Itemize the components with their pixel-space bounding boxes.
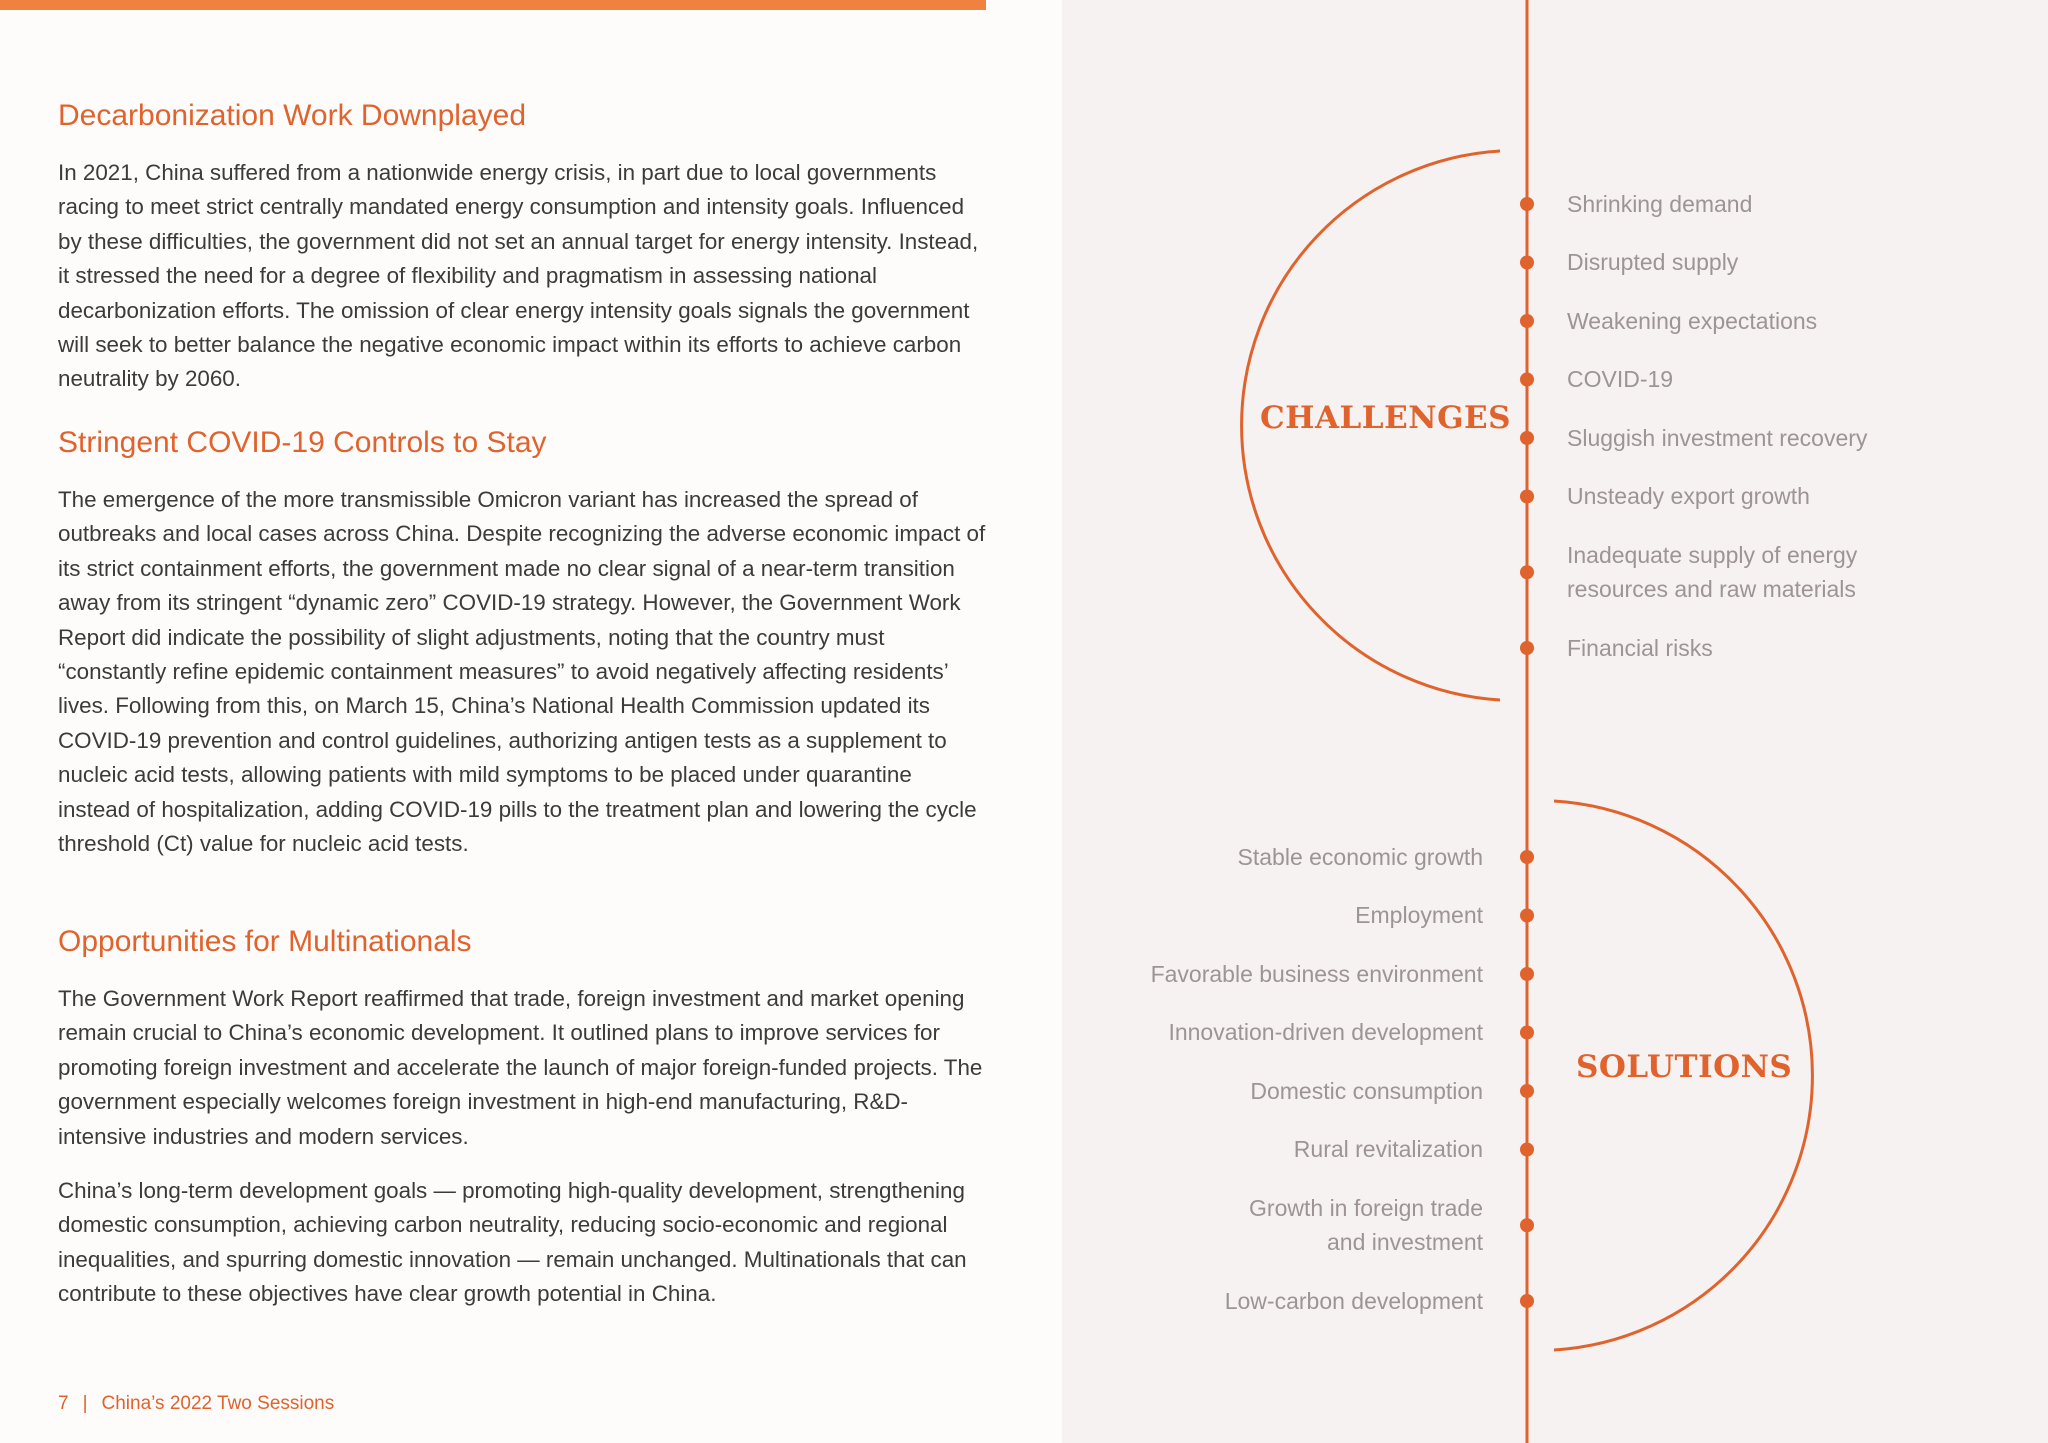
solution-item: Rural revitalization: [1293, 1136, 1483, 1163]
challenge-item: Inadequate supply of energy resources and raw materials: [1567, 541, 1858, 603]
section-paragraph-opportunities-2: China’s long-term development goals — promoting high-quality development, strengthening domestic consumption, achieving carbon neutrality, reducing socio-economic and regional inequalities, and spurring domestic innovation — remain unchanged. Multinationals that can contribute to these objectives have clear growth potential in China.: [58, 1178, 967, 1307]
challenges-label: CHALLENGES: [1260, 400, 1512, 436]
section-paragraph-covid-controls: The emergence of the more transmissible Omicron variant has increased the spread of outbreaks and local cases across China. Despite recognizing the adverse economic impact of its strict containment efforts, the government made no clear signal of a near-term transition away from its stringent “dynamic zero” COVID-19 strategy. However, the Government Work Report did indicate the possibility of slight adjustments, noting that the country must “constantly refine epidemic containment measures” to avoid negatively affecting residents’ lives. Following from this, on March 15, China’s National Health Commission updated its COVID-19 prevention and control guidelines, authorizing antigen tests as a supplement to nucleic acid tests, allowing patients with mild symptoms to be placed under quarantine instead of hospitalization, adding COVID-19 pills to the treatment plan and lowering the cycle threshold (Ct) value for nucleic acid tests.: [58, 487, 986, 857]
challenges-solutions-diagram: [1062, 0, 2048, 1443]
section-paragraph-opportunities-1: The Government Work Report reaffirmed that trade, foreign investment and market opening remain crucial to China’s economic development. It outlined plans to improve services for promoting foreign investment and accelerate the launch of major foreign-funded projects. The government especially welcomes foreign investment in high-end manufacturing, R&D-intensive industries and modern services.: [58, 986, 983, 1149]
solution-dot: [1520, 967, 1534, 981]
challenge-item: Unsteady export growth: [1567, 483, 1810, 510]
challenge-dot: [1520, 565, 1534, 579]
solution-item: Low-carbon development: [1224, 1287, 1483, 1314]
challenge-item: Disrupted supply: [1567, 249, 1739, 276]
section-heading-decarbonization: Decarbonization Work Downplayed: [58, 99, 527, 132]
challenge-item: Weakening expectations: [1567, 307, 1818, 334]
section-paragraph-decarbonization: In 2021, China suffered from a nationwide energy crisis, in part due to local governments racing to meet strict centrally mandated energy consumption and intensity goals. Influenced by these difficulties, the government did not set an annual target for energy intensity. Instead, it stressed the need for a degree of flexibility and pragmatism in assessing national decarbonization efforts. The omission of clear energy intensity goals signals the government will seek to better balance the negative economic impact within its efforts to achieve carbon neutrality by 2060.: [58, 160, 979, 392]
solution-dot: [1520, 1084, 1534, 1098]
section-heading-opportunities: Opportunities for Multinationals: [58, 925, 472, 958]
challenge-dot: [1520, 431, 1534, 445]
footer-separator: |: [82, 1393, 88, 1414]
solution-dot: [1520, 1294, 1534, 1308]
solution-dot: [1520, 850, 1534, 864]
page-number: 7: [58, 1393, 69, 1414]
challenge-dot: [1520, 373, 1534, 387]
challenge-item: Financial risks: [1567, 634, 1713, 661]
solution-dot: [1520, 1143, 1534, 1157]
solution-dot: [1520, 1026, 1534, 1040]
solution-item: Favorable business environment: [1150, 960, 1483, 987]
challenge-dot: [1520, 197, 1534, 211]
challenge-item: Shrinking demand: [1567, 190, 1753, 217]
solution-item: Domestic consumption: [1250, 1077, 1483, 1104]
challenge-item: COVID-19: [1567, 366, 1674, 393]
challenge-item: Sluggish investment recovery: [1567, 424, 1868, 451]
section-heading-covid-controls: Stringent COVID-19 Controls to Stay: [58, 426, 547, 459]
solution-item: Employment: [1355, 902, 1483, 929]
solution-item: Innovation-driven development: [1168, 1019, 1483, 1046]
challenge-dot: [1520, 256, 1534, 270]
solution-item: Stable economic growth: [1237, 843, 1483, 870]
challenge-dot: [1520, 641, 1534, 655]
solutions-label: SOLUTIONS: [1576, 1049, 1793, 1085]
solution-item: Growth in foreign trade and investment: [1249, 1194, 1483, 1256]
diagram-graphics: [1062, 0, 2048, 1443]
challenge-dot: [1520, 314, 1534, 328]
solution-dot: [1520, 909, 1534, 923]
challenge-dot: [1520, 490, 1534, 504]
solution-dot: [1520, 1218, 1534, 1232]
publication-title: China’s 2022 Two Sessions: [101, 1393, 335, 1414]
page-footer: [58, 1392, 334, 1416]
